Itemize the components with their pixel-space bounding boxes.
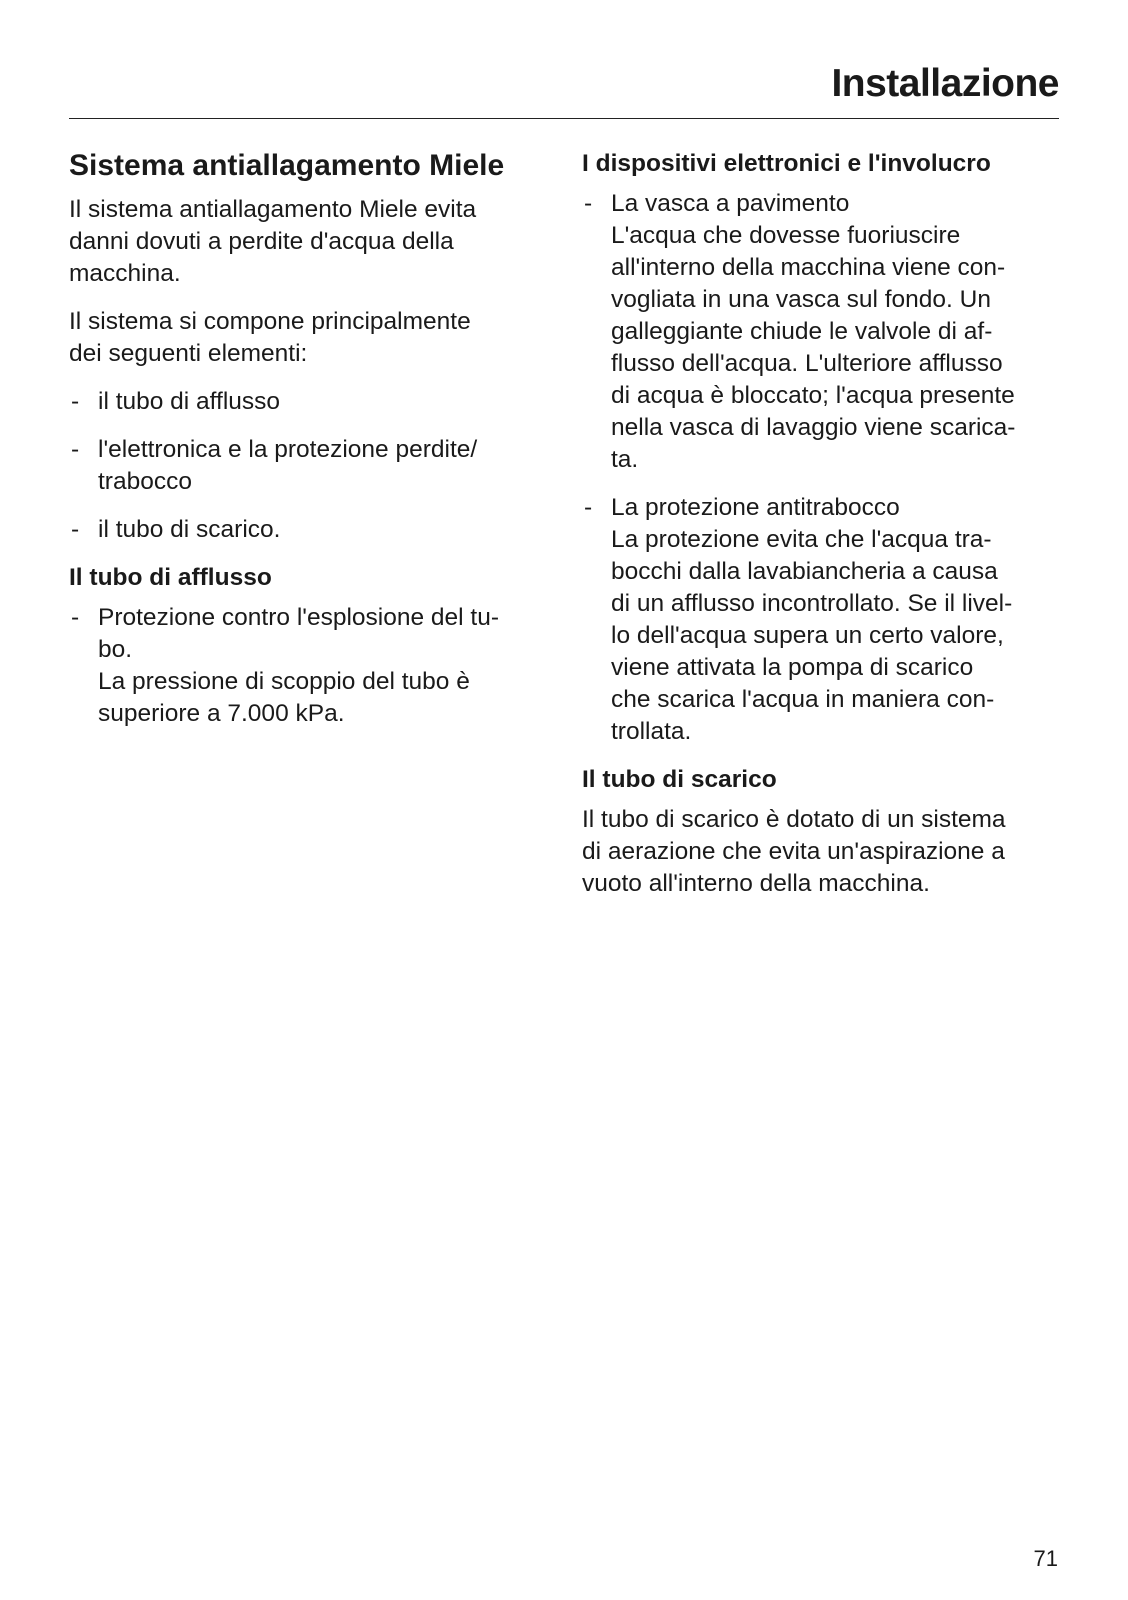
text-line: all'interno della macchina viene con- (611, 254, 1006, 281)
inlet-heading: Il tubo di afflusso (69, 564, 272, 591)
text-line: bocchi dalla lavabiancheria a causa (611, 558, 998, 585)
electronics-item-overflow-protection (582, 492, 1064, 748)
text-line: superiore a 7.000 kPa. (98, 700, 345, 727)
text-line: bo. (98, 636, 133, 663)
component-item-electronics (69, 434, 559, 498)
text-line: La pressione di scoppio del tubo è (98, 668, 470, 695)
text-line: che scarica l'acqua in maniera con- (611, 686, 995, 713)
list-dash: - (584, 494, 593, 521)
text-line: danni dovuti a perdite d'acqua della (69, 228, 454, 255)
page-header-title: Installazione (831, 62, 1059, 105)
text-line: viene attivata la pompa di scarico (611, 654, 974, 681)
inlet-item-burst-protection (69, 602, 559, 730)
text-line: trabocco (98, 468, 192, 495)
text-line: Il sistema antiallagamento Miele evita (69, 196, 477, 223)
electronics-item-floor-tray (582, 188, 1064, 476)
drain-heading: Il tubo di scarico (582, 766, 777, 793)
text-line: di un afflusso incontrollato. Se il livel- (611, 590, 1013, 617)
right-column (582, 148, 1064, 916)
text-line: nella vasca di lavaggio viene scarica- (611, 414, 1016, 441)
text-line: di acqua è bloccato; l'acqua presente (611, 382, 1015, 409)
text-line: l'elettronica e la protezione perdite/ (98, 436, 478, 463)
text-line: La protezione antitrabocco (611, 494, 900, 521)
text-line: di aerazione che evita un'aspirazione a (582, 838, 1005, 865)
text-line: vogliata in una vasca sul fondo. Un (611, 286, 991, 313)
drain-paragraph (582, 804, 1064, 900)
text-line: Il tubo di scarico è dotato di un sistema (582, 806, 1006, 833)
text-line: lo dell'acqua supera un certo valore, (611, 622, 1004, 649)
components-paragraph (69, 306, 559, 370)
text-line: galleggiante chiude le valvole di af- (611, 318, 993, 345)
header-divider (69, 118, 1059, 119)
list-dash: - (71, 516, 80, 543)
text-line: macchina. (69, 260, 181, 287)
text-line: ta. (611, 446, 639, 473)
list-dash: - (584, 190, 593, 217)
electronics-heading: I dispositivi elettronici e l'involucro (582, 150, 991, 177)
text-line: Il sistema si compone principalmente (69, 308, 471, 335)
component-item-inlet (69, 386, 559, 418)
text-line: trollata. (611, 718, 692, 745)
left-column (69, 148, 559, 746)
text-line: La vasca a pavimento (611, 190, 850, 217)
list-dash: - (71, 436, 80, 463)
text-line: L'acqua che dovesse fuoriuscire (611, 222, 961, 249)
text-line: Protezione contro l'esplosione del tu- (98, 604, 499, 631)
list-dash: - (71, 604, 80, 631)
list-dash: - (71, 388, 80, 415)
text-line: il tubo di afflusso (98, 388, 281, 415)
intro-paragraph (69, 194, 559, 290)
text-line: flusso dell'acqua. L'ulteriore afflusso (611, 350, 1003, 377)
text-line: il tubo di scarico. (98, 516, 281, 543)
text-line: dei seguenti elementi: (69, 340, 308, 367)
component-item-drain (69, 514, 559, 546)
page-number: 71 (1033, 1546, 1058, 1571)
text-line: La protezione evita che l'acqua tra- (611, 526, 992, 553)
text-line: vuoto all'interno della macchina. (582, 870, 930, 897)
section-title: Sistema antiallagamento Miele (69, 149, 505, 182)
